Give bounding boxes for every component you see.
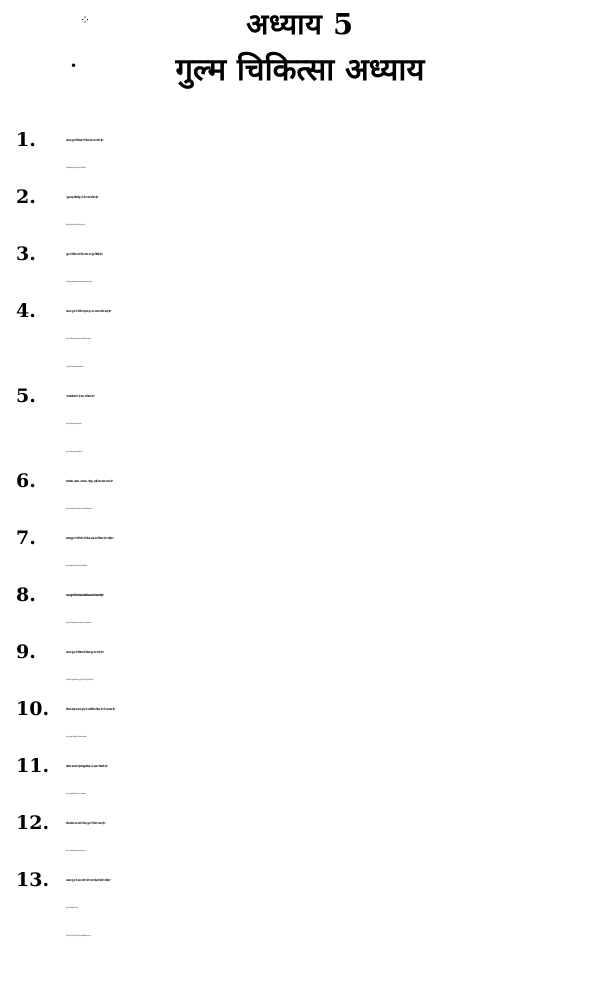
question-line: [0, 752, 600, 781]
question-list: [0, 126, 600, 951]
options-line: (क) बस्ति (ख) फलवर्ति (ग) विरेचन (घ) वमन: [66, 225, 85, 226]
options-line: (क) सर्षप (ख) एरण्ड (ग) तिल (घ) ज्योतिष्मती: [66, 168, 86, 169]
options-line: (क) रूक्ष (ख) स्नेह युक्त विरेचन (ग) क्षीर (घ) त्रिवृत्त: [66, 566, 88, 567]
question-number: 5.: [16, 385, 36, 407]
question-number: 9.: [16, 641, 36, 663]
options-line: (ग) तीन तोला (घ) उतनी जिसमें गुल्म में शिथिलता आ जाए: [66, 936, 91, 937]
options-line: (क) एक तोला (ख) दो ताला: [66, 908, 78, 909]
question-number: 4.: [16, 300, 36, 322]
scan-speck: ⁘: [80, 13, 91, 27]
question-line: [0, 809, 600, 838]
question-number: 1.: [16, 129, 36, 151]
options-line: (क) वातज (ख) पित्तज (ग) कफज (घ) रक्तज: [66, 851, 86, 852]
question-text: रक्तज गुल्म में क्षार प्रयोग की मात्रा कितनी होनी चाहिए?: [66, 879, 111, 882]
chapter-heading: अध्याय 5: [246, 7, 354, 41]
question-number: 10.: [16, 698, 50, 720]
options-line: (क) षडंग पानीय (ख) उष्ण जल (ग) शीत जल (घ) वारुणी रस: [66, 623, 92, 624]
question-number: 12.: [16, 812, 50, 834]
question-line: [0, 467, 600, 496]
question-text: ‘धान्वतरीयाणां’ से क्या अभिप्राय है?: [66, 395, 95, 398]
question-line: [0, 240, 600, 269]
question-text: वातज गुल्म चिकित्सा में किस तैल का वर्णन है?: [66, 139, 104, 142]
question-line: [0, 638, 600, 667]
question-number: 7.: [16, 527, 36, 549]
question-line: [0, 126, 600, 155]
question-number: 13.: [16, 869, 50, 891]
options-line: (क) ज्वर चिकित्सा प्रकरण (ख) राजयक्ष्मा चिकित्सा प्रकरण: [66, 339, 91, 340]
question-text: गुल्म में विरेचन के लिए कौन सा घृत निर्दिष्ट है?: [66, 253, 103, 256]
question-text: संचितः क्रमशो महावास्तुपरिग्रहः..ये लक्षण किसके हैं?: [66, 765, 108, 768]
scan-speck: •: [70, 59, 78, 73]
question-text: कफज गुल्म में विरेचनार्थ किस घृत का वर्णन है?: [66, 651, 104, 654]
question-line: [0, 581, 600, 610]
options-line: (ग) धन्वन्तरि के गुरु (घ) उक्त कोई नहीं: [66, 452, 82, 453]
question-number: 6.: [16, 470, 36, 492]
options-line: (क) पञ्चपञ्चक (ख) पञ्चांग (ग) तैल पञ्चक (घ) मिश्रक स्नेह: [66, 509, 92, 510]
question-text: रक्तजगुल्म में रोगिणी को किस तरह का विरेचन देना चाहिए?: [66, 537, 114, 540]
question-number: 3.: [16, 243, 36, 265]
question-text: कफज गुल्म में रोगी को प्यास लगने पर किसका प्रयोग करना चाहिए?: [66, 594, 104, 597]
question-line: [0, 524, 600, 553]
question-text: शिलाजीत का प्रयोग किस गुल्म में किया जाता है?: [66, 822, 106, 825]
options-line: (ग) कामला चिकित्सा (घ) प्रमेह चिकित्सा: [66, 367, 84, 368]
page-title: गुल्म चिकित्सा अध्याय: [175, 52, 425, 88]
options-line: (क) ज्वर (ख) योनिशूल (ग) उरःक्षत (घ) उरुस्तम्भ: [66, 737, 87, 738]
question-number: 2.: [16, 186, 36, 208]
options-line: (क) त्रिवासा घृत (ख) त्रिफला घृत (ग) नीलिनी घृत (घ) वारुणी घृत: [66, 680, 94, 681]
question-line: [0, 695, 600, 724]
question-number: 8.: [16, 584, 36, 606]
question-line: [0, 866, 600, 895]
question-number: 11.: [16, 755, 50, 777]
question-line: [0, 382, 600, 411]
question-text: मिश्रक स्नेह कफज गुल्म के अतिरिक्त किस रोग में लाभकर है?: [66, 708, 116, 711]
question-text: एरण्डतैल, प्रसन्ना, आरनाल, गोमूत्र...इन्हें क्या कहा जाता है?: [66, 480, 113, 483]
question-line: [0, 183, 600, 212]
question-text: ‘शूलानाह विबन्धेषु’ में क्या कर्म उचित है?: [66, 196, 99, 199]
question-text: वातज गुल्म में वर्णित षट्पल घृत का अन्यत्र वर्णन कहां है?: [66, 310, 112, 313]
options-line: (क) धन्वन्तरि (ख) धन्वन्तरि वंश के वैद्य: [66, 424, 82, 425]
options-line: (क) वातज (ख) पित्तज (ग) कफज (घ) असाध्य: [66, 794, 86, 795]
options-line: (क) तिल्वक घृत (ख) त्रिफला घृत (ग) आरग्वध घृत (घ) दन्ती घृत: [66, 282, 93, 283]
question-line: [0, 297, 600, 326]
